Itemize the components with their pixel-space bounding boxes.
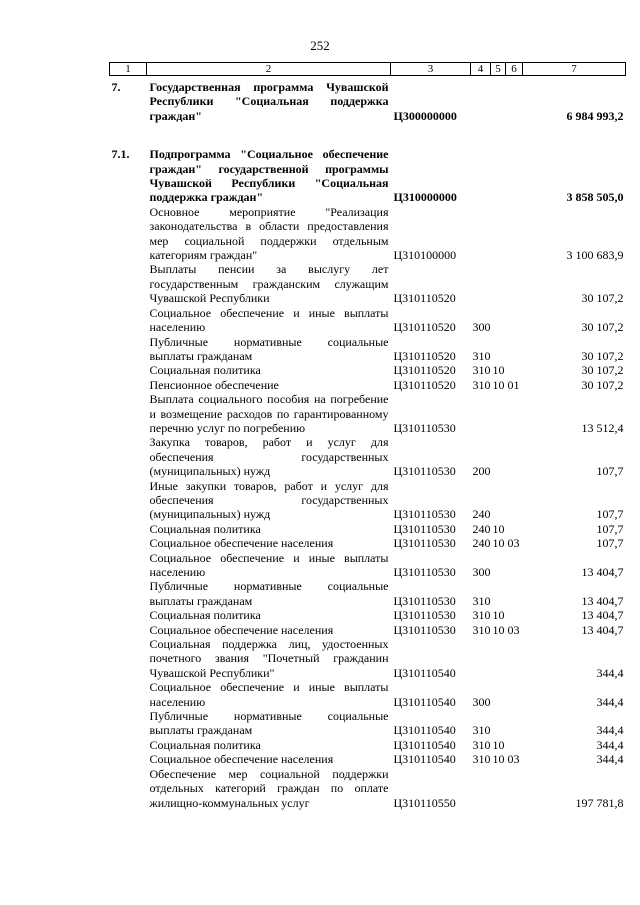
section <box>491 479 506 522</box>
amount: 344,4 <box>596 694 624 709</box>
amount: 30 107,2 <box>581 291 624 306</box>
target-code: Ц310110530 <box>393 565 456 579</box>
table-row <box>110 767 626 810</box>
subsection <box>506 767 523 810</box>
table-row <box>110 752 626 766</box>
subsection <box>506 608 523 622</box>
expense-type: 240 <box>472 536 491 551</box>
header-cell: 2 <box>147 63 391 76</box>
item-name: Закупка товаров, работ и услуг для обеспечения государственных (муниципальных) нужд <box>149 435 389 479</box>
row-number: 7. <box>111 80 121 94</box>
expense-type <box>471 637 491 680</box>
subsection <box>506 306 523 335</box>
row-number <box>110 262 147 305</box>
row-number <box>110 306 147 335</box>
section <box>491 76 506 124</box>
item-name: Публичные нормативные социальные выплаты гражданам <box>149 334 389 363</box>
subsection <box>506 738 523 752</box>
section: 10 <box>492 363 505 378</box>
table-row <box>110 123 626 205</box>
row-number <box>110 623 147 637</box>
subsection <box>506 551 523 580</box>
item-name: Социальная политика <box>149 608 261 623</box>
target-code: Ц310110530 <box>393 622 456 637</box>
row-number <box>110 738 147 752</box>
item-name: Социальное обеспечение населения <box>149 622 334 637</box>
amount: 13 512,4 <box>581 420 624 435</box>
expense-type: 200 <box>472 464 491 479</box>
row-number <box>110 579 147 608</box>
header-cell: 1 <box>110 63 147 76</box>
row-number <box>110 363 147 377</box>
subsection: 03 <box>507 622 520 637</box>
table-row <box>110 551 626 580</box>
subsection: 01 <box>507 377 520 392</box>
expense-type <box>471 76 491 124</box>
table-row <box>110 76 626 124</box>
amount: 344,4 <box>596 752 624 767</box>
amount: 107,7 <box>596 521 624 536</box>
subsection <box>506 123 523 205</box>
expense-type: 310 <box>472 622 491 637</box>
amount: 107,7 <box>596 536 624 551</box>
section <box>491 551 506 580</box>
target-code: Ц310110530 <box>393 521 456 536</box>
header-cell: 4 <box>471 63 491 76</box>
target-code: Ц310110540 <box>393 694 456 709</box>
target-code: Ц310110530 <box>393 507 456 522</box>
expense-type <box>471 767 491 810</box>
subsection <box>506 709 523 738</box>
target-code: Ц310110530 <box>393 536 456 551</box>
item-name: Социальное обеспечение и иные выплаты населению <box>149 550 389 579</box>
row-number <box>110 392 147 435</box>
amount: 197 781,8 <box>575 795 624 810</box>
subsection <box>506 335 523 364</box>
section <box>491 767 506 810</box>
target-code: Ц310110550 <box>393 795 456 810</box>
section: 10 <box>492 752 505 767</box>
table-row <box>110 363 626 377</box>
amount: 30 107,2 <box>581 348 624 363</box>
item-name: Социальная поддержка лиц, удостоенных почетного звания "Почетный гражданин Чувашской Республики" <box>149 637 389 680</box>
table-row <box>110 637 626 680</box>
item-name: Публичные нормативные социальные выплаты гражданам <box>149 579 389 608</box>
row-number: 7.1. <box>111 147 130 162</box>
expense-type: 310 <box>472 723 491 738</box>
section <box>491 579 506 608</box>
table-row <box>110 536 626 550</box>
expense-type: 310 <box>472 752 491 767</box>
row-number <box>110 767 147 810</box>
table-row <box>110 479 626 522</box>
amount: 107,7 <box>596 507 624 522</box>
row-number <box>110 378 147 392</box>
expense-type: 310 <box>472 608 491 623</box>
expense-type <box>471 205 491 263</box>
subsection <box>506 392 523 435</box>
amount: 344,4 <box>596 665 624 680</box>
section <box>491 637 506 680</box>
amount: 3 100 683,9 <box>566 248 624 263</box>
target-code: Ц310110520 <box>393 348 456 363</box>
subsection <box>506 76 523 124</box>
item-name: Публичные нормативные социальные выплаты гражданам <box>149 709 389 738</box>
amount: 344,4 <box>596 723 624 738</box>
row-number <box>110 522 147 536</box>
table-row <box>110 608 626 622</box>
row-number <box>110 608 147 622</box>
item-name: Иные закупки товаров, работ и услуг для обеспечения государственных (муниципальных) нужд <box>149 478 389 522</box>
header-row <box>110 63 626 76</box>
section: 10 <box>492 608 505 623</box>
subsection: 03 <box>507 752 520 767</box>
table-row <box>110 680 626 709</box>
target-code: Ц310110540 <box>393 723 456 738</box>
amount: 3 858 505,0 <box>566 190 624 205</box>
amount: 13 404,7 <box>581 608 624 623</box>
target-code: Ц310110540 <box>393 752 456 767</box>
item-name: Выплата социального пособия на погребение и возмещение расходов по гарантированному перечню услуг по погребению <box>149 392 389 435</box>
subsection <box>506 435 523 478</box>
item-name: Социальное обеспечение и иные выплаты населению <box>149 680 389 709</box>
table-body <box>110 76 626 810</box>
section <box>491 123 506 205</box>
amount: 344,4 <box>596 737 624 752</box>
expense-type: 300 <box>472 320 491 335</box>
expense-type: 310 <box>472 737 491 752</box>
expense-type: 240 <box>472 521 491 536</box>
section <box>491 680 506 709</box>
target-code: Ц310110530 <box>393 464 456 479</box>
item-name: Социальная политика <box>149 521 261 536</box>
target-code: Ц310000000 <box>393 190 457 205</box>
row-number <box>110 752 147 766</box>
table-row <box>110 623 626 637</box>
target-code: Ц310110530 <box>393 608 456 623</box>
section: 10 <box>492 521 505 536</box>
subsection <box>506 637 523 680</box>
amount: 13 404,7 <box>581 565 624 579</box>
section: 10 <box>492 622 505 637</box>
amount: 30 107,2 <box>581 363 624 378</box>
expense-type: 310 <box>472 348 491 363</box>
item-name: Социальная политика <box>149 363 261 378</box>
target-code: Ц310110530 <box>393 593 456 608</box>
row-number <box>110 709 147 738</box>
section: 10 <box>492 377 505 392</box>
table-row <box>110 262 626 305</box>
subsection <box>506 579 523 608</box>
table-row <box>110 579 626 608</box>
amount: 30 107,2 <box>581 320 624 335</box>
subsection <box>506 522 523 536</box>
table-row <box>110 709 626 738</box>
row-number <box>110 680 147 709</box>
amount: 30 107,2 <box>581 377 624 392</box>
section: 10 <box>492 737 505 752</box>
budget-table <box>109 62 626 810</box>
table-row <box>110 335 626 364</box>
table-row <box>110 435 626 478</box>
header-cell: 7 <box>523 63 626 76</box>
target-code: Ц310110520 <box>393 363 456 378</box>
amount: 13 404,7 <box>581 622 624 637</box>
item-name: Пенсионное обеспечение <box>149 377 279 392</box>
item-name: Социальное обеспечение населения <box>149 536 334 551</box>
row-number <box>110 335 147 364</box>
table-row <box>110 205 626 263</box>
target-code: Ц310110530 <box>393 420 456 435</box>
table-row <box>110 306 626 335</box>
subsection <box>506 205 523 263</box>
expense-type: 300 <box>472 565 491 579</box>
row-number <box>110 536 147 550</box>
expense-type: 300 <box>472 694 491 709</box>
section <box>491 335 506 364</box>
table-row <box>110 392 626 435</box>
expense-type: 310 <box>472 377 491 392</box>
expense-type <box>471 392 491 435</box>
subsection <box>506 680 523 709</box>
target-code: Ц310100000 <box>393 248 457 263</box>
target-code: Ц310110540 <box>393 737 456 752</box>
item-name: Основное мероприятие "Реализация законодательства в области предоставления мер социальной поддержки отдельным категориям граждан" <box>149 204 389 263</box>
target-code: Ц310110520 <box>393 320 456 335</box>
amount: 13 404,7 <box>581 593 624 608</box>
page-number: 252 <box>310 38 330 53</box>
item-name: Выплаты пенсии за выслугу лет государственным гражданским служащим Чувашской Республики <box>149 262 389 306</box>
subsection: 03 <box>507 536 520 551</box>
item-name: Социальная политика <box>149 737 261 752</box>
row-number <box>110 205 147 263</box>
section <box>491 709 506 738</box>
row-number <box>110 637 147 680</box>
target-code: Ц300000000 <box>393 108 457 123</box>
section <box>491 435 506 478</box>
amount: 6 984 993,2 <box>566 108 624 123</box>
subsection <box>506 363 523 377</box>
header-cell: 3 <box>391 63 471 76</box>
expense-type: 310 <box>472 363 491 378</box>
expense-type <box>471 262 491 305</box>
expense-type <box>471 123 491 205</box>
section <box>491 392 506 435</box>
section <box>491 262 506 305</box>
section: 10 <box>492 536 505 551</box>
expense-type: 240 <box>472 507 491 522</box>
item-name: Социальное обеспечение населения <box>149 752 334 767</box>
item-name: Подпрограмма "Социальное обеспечение граждан" государственной программы Чувашской Республики "Социальная поддержка граждан" <box>149 147 389 205</box>
expense-type: 310 <box>472 593 491 608</box>
table-row <box>110 378 626 392</box>
section <box>491 306 506 335</box>
item-name: Государственная программа Чувашской Республики "Социальная поддержка граждан" <box>149 80 389 123</box>
row-number <box>110 479 147 522</box>
row-number <box>110 551 147 580</box>
target-code: Ц310110520 <box>393 377 456 392</box>
amount: 107,7 <box>596 464 624 479</box>
item-name: Обеспечение мер социальной поддержки отдельных категорий граждан по оплате жилищно-коммунальных услуг <box>149 766 389 810</box>
header-cell: 5 <box>491 63 506 76</box>
item-name: Социальное обеспечение и иные выплаты населению <box>149 305 389 335</box>
table-row <box>110 738 626 752</box>
header-cell: 6 <box>506 63 523 76</box>
row-number <box>110 435 147 478</box>
target-code: Ц310110540 <box>393 665 456 680</box>
subsection <box>506 262 523 305</box>
subsection <box>506 479 523 522</box>
target-code: Ц310110520 <box>393 291 456 306</box>
table-row <box>110 522 626 536</box>
section <box>491 205 506 263</box>
